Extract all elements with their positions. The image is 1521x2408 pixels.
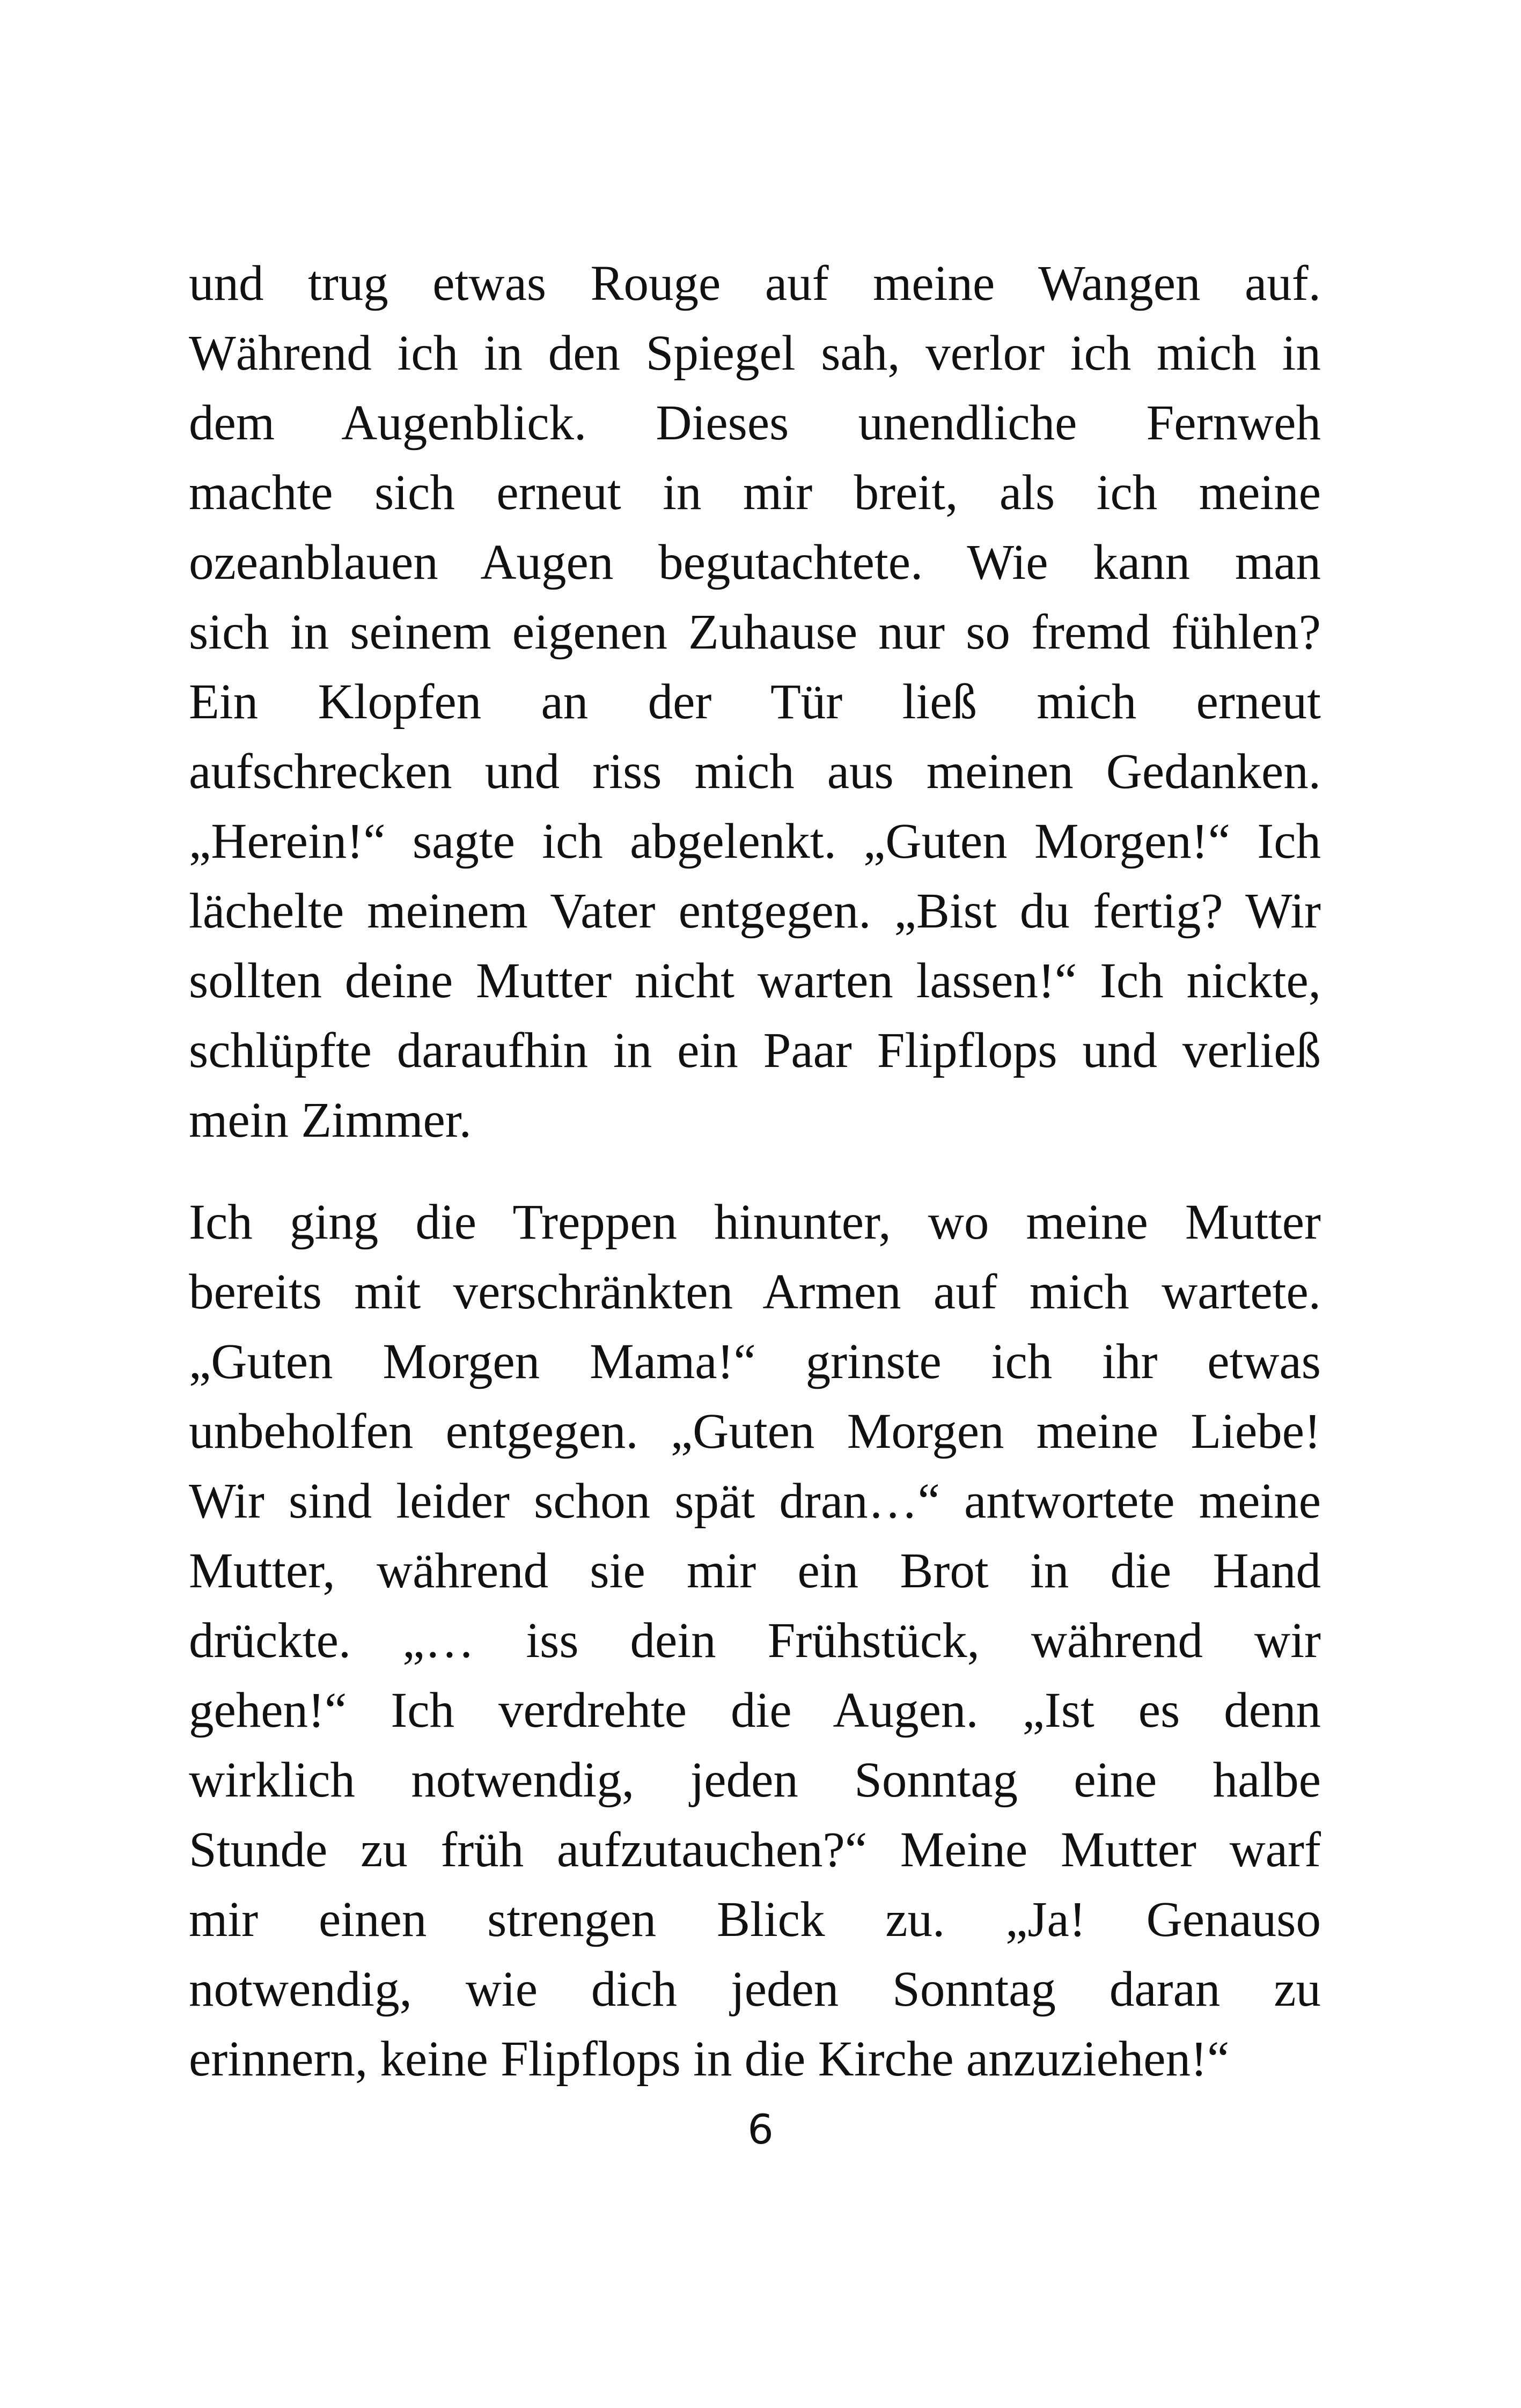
text-line: erinnern, keine Flipflops in die Kirche anzuziehen!“ <box>189 2031 1230 2087</box>
text-line: mir einen strengen Blick zu. „Ja! Genauso <box>189 1892 1321 1947</box>
text-line: sollten deine Mutter nicht warten lassen!“ Ich nickte, <box>189 953 1321 1008</box>
text-line: notwendig, wie dich jeden Sonntag daran zu <box>189 1962 1321 2017</box>
text-line: sich in seinem eigenen Zuhause nur so fremd fühlen? <box>189 605 1321 660</box>
text-line: Wir sind leider schon spät dran…“ antwortete meine <box>189 1474 1321 1529</box>
text-line: Stunde zu früh aufzutauchen?“ Meine Mutter warf <box>189 1822 1321 1877</box>
text-line: Mutter, während sie mir ein Brot in die Hand <box>189 1543 1321 1599</box>
paragraph-2 <box>189 1188 1321 2094</box>
text-line: machte sich erneut in mir breit, als ich meine <box>189 465 1321 520</box>
text-line: dem Augenblick. Dieses unendliche Fernweh <box>189 395 1321 451</box>
paragraph-1 <box>189 249 1321 1155</box>
page-number: 6 <box>747 2105 774 2153</box>
text-line: „Guten Morgen Mama!“ grinste ich ihr etwas <box>189 1334 1321 1389</box>
text-line: unbeholfen entgegen. „Guten Morgen meine Liebe! <box>189 1404 1321 1459</box>
text-line: drückte. „… iss dein Frühstück, während wir <box>189 1613 1321 1668</box>
text-line: bereits mit verschränkten Armen auf mich wartete. <box>189 1264 1321 1320</box>
text-line: Ich ging die Treppen hinunter, wo meine Mutter <box>189 1195 1321 1250</box>
text-line: aufschrecken und riss mich aus meinen Gedanken. <box>189 744 1321 799</box>
text-line: mein Zimmer. <box>189 1093 472 1148</box>
text-line: Während ich in den Spiegel sah, verlor ich mich in <box>189 326 1321 381</box>
text-line: „Herein!“ sagte ich abgelenkt. „Guten Morgen!“ Ich <box>189 814 1321 869</box>
text-line: schlüpfte daraufhin in ein Paar Flipflops und verließ <box>189 1023 1321 1078</box>
text-line: gehen!“ Ich verdrehte die Augen. „Ist es denn <box>189 1683 1321 1738</box>
text-line: ozeanblauen Augen begutachtete. Wie kann man <box>189 535 1321 590</box>
text-line: lächelte meinem Vater entgegen. „Bist du fertig? Wir <box>189 883 1321 939</box>
text-line: wirklich notwendig, jeden Sonntag eine halbe <box>189 1752 1321 1808</box>
text-line: und trug etwas Rouge auf meine Wangen auf. <box>189 256 1321 311</box>
text-line: Ein Klopfen an der Tür ließ mich erneut <box>189 674 1321 730</box>
